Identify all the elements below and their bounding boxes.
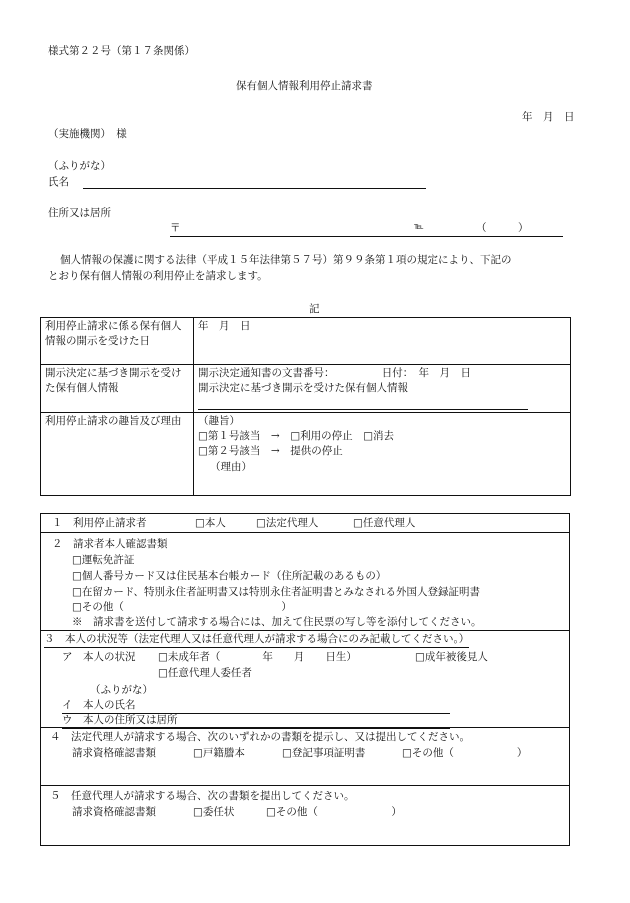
section4-heading: ４ 法定代理人が請求する場合、次のいずれかの書類を提示し、又は提出してください。 [50,731,470,743]
request-table [40,317,571,496]
id-doc-other-checkbox[interactable]: □その他（ ） [72,601,292,613]
legal-doc-registry-cert-checkbox[interactable]: □登記事項証明書 [282,747,366,759]
section2-note: ※ 請求書を送付して請求する場合には、加えて住民票の写し等を添付してください。 [72,616,482,628]
address-field[interactable] [170,236,563,237]
purpose-option-1[interactable]: □第１号該当 → □利用の停止 □消去 [198,430,395,443]
section5-heading: ５ 任意代理人が請求する場合、次の書類を提出してください。 [50,790,355,802]
purpose-heading: （趣旨） [198,415,240,427]
form-title: 保有個人情報利用停止請求書 [236,80,373,92]
intro-line-1: 個人情報の保護に関する法律（平成１５年法律第５７号）第９９条第１項の規定により、下記の [60,254,512,266]
name-label: 氏名 [48,176,69,188]
disclosed-info-line: 開示決定に基づき開示を受けた保有個人情報 [198,382,408,395]
disclosed-info-field[interactable] [198,396,528,410]
principal-furigana-label: （ふりがな） [90,684,153,696]
section2-heading: ２ 請求者本人確認書類 [52,538,168,550]
section5-docs-label: 請求資格確認書類 [72,806,156,818]
legal-doc-other-checkbox[interactable]: □その他（ ） [402,747,528,759]
status-principal-checkbox[interactable]: □任意代理人委任者 [158,667,252,679]
legal-doc-family-register-checkbox[interactable]: □戸籍謄本 [193,747,245,759]
postal-mark: 〒 [170,222,181,234]
tel-mark: ℡ [414,222,424,232]
requester-legal-agent-checkbox[interactable]: □法定代理人 [256,517,319,529]
addressee: （実施機関） 様 [48,128,127,140]
id-doc-mynumber-checkbox[interactable]: □個人番号カード又は住民基本台帳カード（住所記載のあるもの） [72,570,387,582]
status-minor-checkbox[interactable]: □未成年者（ 年 月 日生） [158,651,357,663]
divider-4 [40,785,570,786]
section3-status-label: ア 本人の状況 [62,651,136,663]
principal-address-field[interactable] [62,713,450,729]
doc-number-line: 開示決定通知書の文書番号： 日付： 年 月 日 [198,367,471,379]
purpose-option-2[interactable]: □第２号該当 → 提供の停止 [198,445,343,458]
row2-value[interactable] [194,365,571,413]
voluntary-doc-other-checkbox[interactable]: □その他（ ） [266,806,402,818]
table-row [41,413,571,496]
ki-heading: 記 [309,303,320,315]
table-row [41,318,571,365]
furigana-label: （ふりがな） [48,160,111,172]
reason-heading: （理由） [210,460,252,473]
section3-heading: ３ 本人の状況等（法定代理人又は任意代理人が請求する場合にのみ記載してください。） [44,632,469,648]
row2-label: 開示決定に基づき開示を受けた保有個人情報 [41,365,194,413]
disclosure-date: 年 月 日 [198,320,251,332]
principal-name-label: イ 本人の氏名 [62,699,136,711]
date-line: 年 月 日 [522,111,575,123]
voluntary-doc-power-of-attorney-checkbox[interactable]: □委任状 [193,806,235,818]
name-field[interactable] [83,188,426,189]
section4-docs-label: 請求資格確認書類 [72,747,156,759]
table-row [41,365,571,413]
form-number: 様式第２２号（第１７条関係） [48,45,195,57]
row1-value[interactable] [194,318,571,365]
row3-label: 利用停止請求の趣旨及び理由 [41,413,194,496]
section1-label: １ 利用停止請求者 [52,517,147,529]
address-label: 住所又は居所 [48,207,111,219]
row3-value[interactable] [194,413,571,496]
requester-voluntary-agent-checkbox[interactable]: □任意代理人 [353,517,416,529]
principal-address-label: ウ 本人の住所又は居所 [62,714,178,726]
requester-self-checkbox[interactable]: □本人 [195,517,226,529]
id-doc-license-checkbox[interactable]: □運転免許証 [72,554,135,566]
row1-label: 利用停止請求に係る保有個人情報の開示を受けた日 [41,318,194,365]
status-adult-ward-checkbox[interactable]: □成年被後見人 [415,651,488,663]
id-doc-residence-card-checkbox[interactable]: □在留カード、特別永住者証明書又は特別永住者証明書とみなされる外国人登録証明書 [72,586,480,598]
divider-1 [40,532,570,533]
tel-paren: （ ） [476,222,529,234]
intro-line-2: とおり保有個人情報の利用停止を請求します。 [48,270,268,282]
principal-name-field[interactable] [62,698,450,714]
